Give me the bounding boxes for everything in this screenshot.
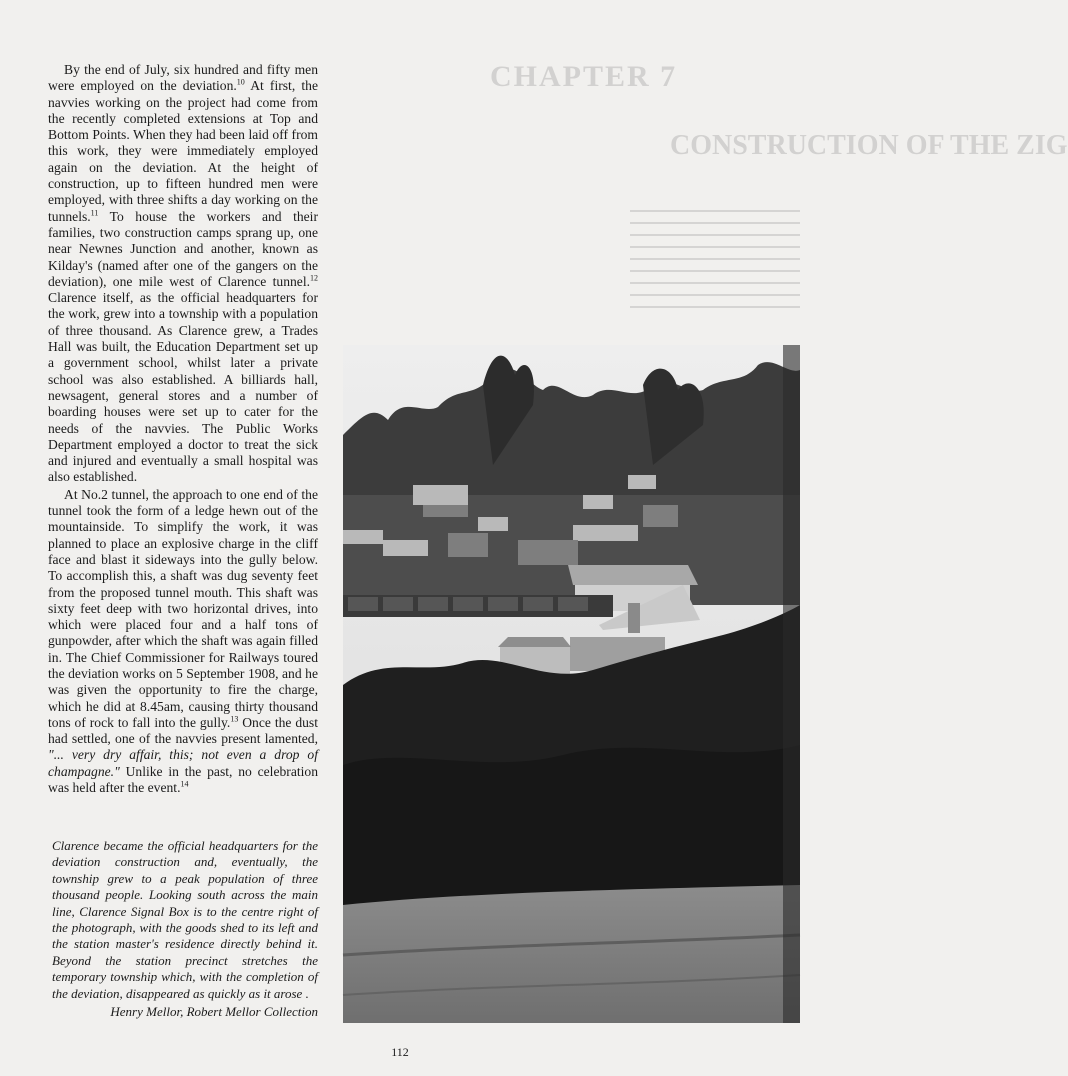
caption-text: Clarence became the official headquarters for the deviation construction and, eventually, the township grew to a peak population of three thousand people. Looking south across the main line, Clarence Signal Box is to the centre right of the photograph, with the goods shed to its left and the station master's residence directly behind it. Beyond the station precinct stretches the temporary township which, with the completion of the deviation, disappeared as quickly as it arose . [52,838,318,1001]
bleed-through-text [480,40,1068,380]
footnote-ref: 14 [180,779,189,789]
footnote-ref: 11 [90,208,99,218]
footnote-ref: 13 [230,714,239,724]
bleed-chapter-heading: CHAPTER 7 [490,60,678,93]
text-run: Clarence itself, as the official headquarters for the work, grew into a township with a population of three thousand. As Clarence grew, a Trades Hall was built, the Education Department set up a government school, whilst later a private school was also established. A billiards hall, newsagent, general stores and a number of boarding houses were set up to cater for the needs of the navvies. The Public Works Department employed a doctor to treat the sick and injured and eventually a small hospital was also established. [48,290,318,485]
footnote-ref: 10 [236,77,245,87]
bleed-text-lines [630,200,800,318]
text-run: At first, the navvies working on the project had come from the recently completed extensions at Top and Bottom Points. When they had been laid off from this work, they were immediately employed again on the deviation. At the height of construction, up to fifteen hundred men were employed, with three shifts a day working on the tunnels. [48,78,318,224]
page-number: 112 [391,1045,409,1059]
photo-caption [52,838,318,1020]
historical-photograph [343,345,800,1023]
text-run: At No.2 tunnel, the approach to one end of the tunnel took the form of a ledge hewn out of the mountainside. To simplify the work, it was planned to place an explosive charge in the cliff face and blast it sideways into the gully below. To accomplish this, a shaft was dug seventy feet from the proposed tunnel mouth. This shaft was sixty feet deep with two horizontal drives, into which were placed four and a half tons of gunpowder, after which the shaft was again filled in. The Chief Commissioner for Railways toured the deviation works on 5 September 1908, and he was given the opportunity to fire the charge, which he did at 8.45am, causing thirty thousand tons of rock to fall into the gully. [48,486,318,730]
photograph-illustration [343,345,800,1023]
footnote-ref: 12 [310,273,318,283]
text-run: By the end of July, six hundred and fifty men were employed on the deviation. [48,62,318,94]
text-run: Once the dust had settled, one of the navvies present lamented, [48,714,318,747]
text-run: Unlike in the past, no celebration was held after the event. [48,763,318,796]
photo-credit: Henry Mellor, Robert Mellor Collection [110,1004,318,1020]
paragraph-1 [48,62,318,486]
paragraph-2 [48,487,318,797]
bleed-chapter-title: CONSTRUCTION OF THE ZIG [670,130,1068,161]
quotation: "... very dry affair, this; not even a drop of champagne." [48,747,318,779]
text-run: To house the workers and their families, two construction camps sprang up, one near Newnes Junction and another, known as Kilday's (named after one of the gangers on the deviation), one mile west of Clarence tunnel. [48,208,318,289]
body-text [48,62,318,796]
